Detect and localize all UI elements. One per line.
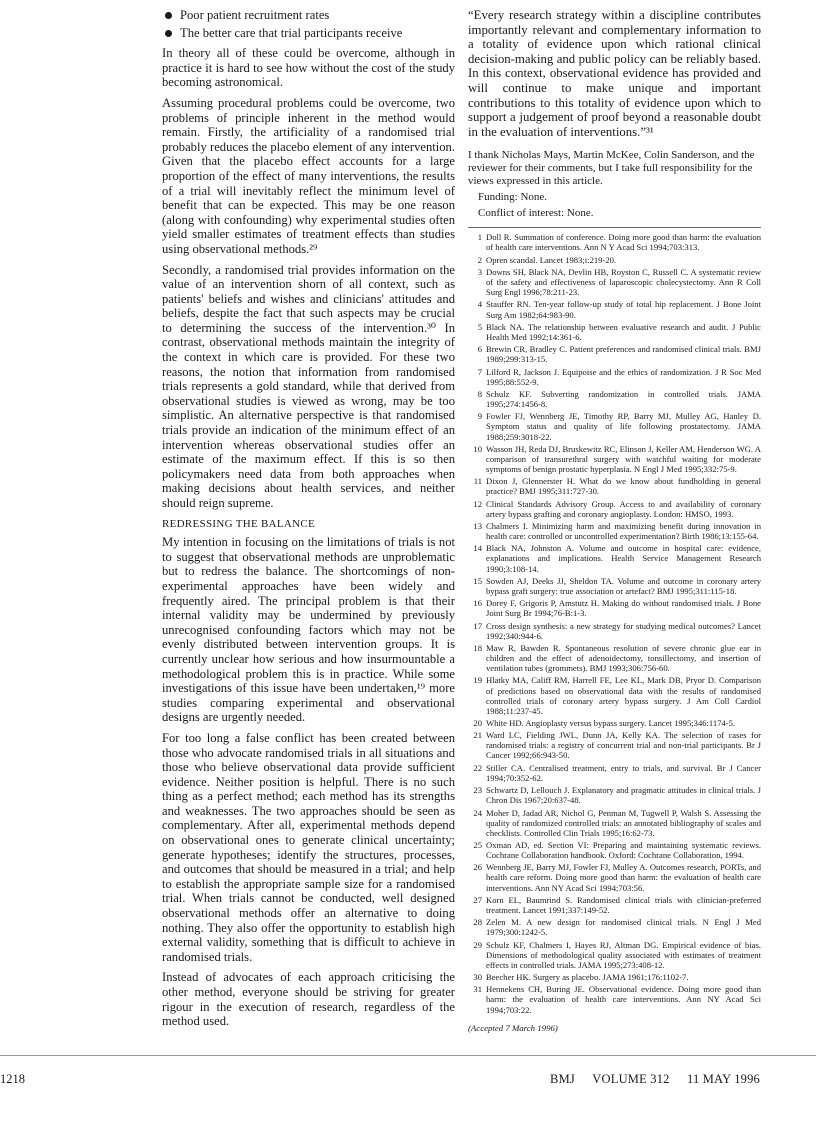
- reference-item: [468, 643, 761, 673]
- reference-number: 2: [477, 254, 482, 265]
- reference-number: 18: [473, 642, 482, 653]
- bullet-dot-icon: [165, 30, 172, 37]
- reference-item: [468, 389, 761, 409]
- reference-item: [468, 763, 761, 783]
- reference-number: 3: [477, 266, 482, 277]
- reference-item: [468, 621, 761, 641]
- reference-item: [468, 808, 761, 838]
- reference-item: [468, 940, 761, 970]
- reference-text: Wennberg JE, Barry MJ, Fowler FJ, Mulley A. Outcomes research, PORTs, and health care reform. Doing more good than harm: the evaluation of health care interventions. Ann NY Acad Sci 1994;703:56.: [486, 862, 761, 893]
- reference-item: [468, 476, 761, 496]
- reference-text: Dixon J, Glennerster H. What do we know about fundholding in general practice? BMJ 1995;311:727-30.: [486, 476, 761, 497]
- footer-divider: [0, 1055, 816, 1056]
- reference-text: Cross design synthesis: a new strategy for studying medical outcomes? Lancet 1992;340:944-6.: [486, 620, 761, 641]
- body-paragraph: In theory all of these could be overcome, although in practice it is hard to see how without the cost of the study becoming astronomical.: [162, 46, 455, 90]
- reference-number: 30: [473, 972, 482, 983]
- bullet-text: The better care that trial participants receive: [180, 25, 403, 40]
- reference-text: Brewin CR, Bradley C. Patient preferences and randomised clinical trials. BMJ 1989;299:313-15.: [486, 344, 761, 365]
- reference-number: 26: [473, 862, 482, 873]
- reference-text: Clinical Standards Advisory Group. Access to and availability of coronary artery bypass grafting and coronary angioplasty. London: HMSO, 1993.: [486, 498, 761, 519]
- reference-number: 7: [477, 366, 482, 377]
- reference-text: Stiller CA. Centralised treatment, entry to trials, and survival. Br J Cancer 1994;70:352-62.: [486, 762, 761, 783]
- bullet-text: Poor patient recruitment rates: [180, 8, 330, 22]
- reference-number: 1: [477, 232, 482, 243]
- reference-item: [468, 299, 761, 319]
- funding-statement: Funding: None.: [478, 190, 548, 203]
- reference-item: [468, 675, 761, 715]
- reference-number: 15: [473, 575, 482, 586]
- reference-item: [468, 785, 761, 805]
- reference-item: [468, 255, 761, 265]
- reference-text: Schwartz D, Lellouch J. Explanatory and pragmatic attitudes in clinical trials. J Chron Dis 1967;20:637-48.: [486, 785, 761, 806]
- reference-item: [468, 862, 761, 892]
- reference-item: [468, 718, 761, 728]
- reference-text: Oxman AD, ed. Section VI: Preparing and maintaining systematic reviews. Cochrane Collaboration handbook. Oxford: Cochrane Collaboration, 1994.: [486, 839, 761, 861]
- reference-number: 25: [473, 839, 482, 850]
- reference-number: 4: [477, 299, 482, 310]
- journal-footer: [536, 1072, 760, 1087]
- reference-number: 14: [473, 543, 482, 554]
- body-paragraph: Assuming procedural problems could be overcome, two problems of principle inherent in the method would remain. Firstly, the artificiality of a randomised trial probably reduces the placebo element of any intervention. Given that the placebo effect accounts for a large proportion of the effect of many interventions, the results of a trial will inevitably reflect the minimum level of benefit that can be expected. This may be one reason (along with confounding) why experimental studies often yield smaller estimates of treatment effects than studies using observational methods.²⁹: [162, 95, 455, 256]
- reference-item: [468, 499, 761, 519]
- reference-text: Lilford R, Jackson J. Equipoise and the ethics of randomization. J R Soc Med 1995;88:552-9.: [486, 366, 761, 387]
- accepted-date: (Accepted 7 March 1996): [468, 1022, 558, 1033]
- reference-text: Hlatky MA, Califf RM, Harrell FE, Lee KL, Mark DB, Pryor D. Comparison of predictions based on observational data with the results of randomised controlled trials of coronary artery bypass surgery. J Am Coll Cardiol 1988;11:237-45.: [486, 675, 761, 716]
- reference-text: Zelen M. A new design for randomised clinical trials. N Engl J Med 1979;300:1242-5.: [486, 917, 761, 938]
- reference-item: [468, 598, 761, 618]
- acknowledgement: I thank Nicholas Mays, Martin McKee, Colin Sanderson, and the reviewer for their comments, but I take full responsibility for the views expressed in this article.: [468, 149, 755, 187]
- reference-item: [468, 576, 761, 596]
- reference-number: 24: [473, 807, 482, 818]
- reference-number: 17: [473, 620, 482, 631]
- reference-number: 6: [477, 344, 482, 355]
- reference-text: Chalmers I. Minimizing harm and maximizing benefit during innovation in health care: controlled or uncontrolled experimentation? Birth 1986;13:155-64.: [486, 521, 761, 542]
- reference-item: [468, 344, 761, 364]
- reference-text: Ward LC, Fielding JWL, Dunn JA, Kelly KA. The selection of cases for randomised trials: a registry of concurrent trial and non-trial participants. Br J Cancer 1992;66:943-50.: [486, 730, 761, 761]
- reference-item: [468, 895, 761, 915]
- reference-item: [468, 411, 761, 441]
- bullet-item: [162, 8, 455, 23]
- reference-item: [468, 521, 761, 541]
- left-column: [162, 8, 455, 1035]
- reference-text: Moher D, Jadad AR, Nichol G, Penman M, Tugwell P, Walsh S. Assessing the quality of randomized controlled trials: an annotated bibliography of scales and checklists. Controlled Clin Trials 1995;16:62-73.: [486, 807, 761, 838]
- body-paragraph: Instead of advocates of each approach criticising the other method, everyone should be striving for greater rigour in the execution of research, regardless of the method used.: [162, 970, 455, 1029]
- reference-number: 31: [473, 984, 482, 995]
- reference-number: 19: [473, 675, 482, 686]
- reference-item: [468, 840, 761, 860]
- reference-number: 23: [473, 785, 482, 796]
- reference-list: [468, 227, 761, 1014]
- reference-item: [468, 984, 761, 1014]
- body-paragraph: For too long a false conflict has been created between those who advocate randomised trials in all situations and those who believe observational data provide sufficient evidence. Neither position is helpful. There is no such thing as a perfect method; each method has its strengths and weaknesses. The two approaches should be seen as complementary. After all, experimental methods depend on observational ones to generate clinical uncertainty; generate hypotheses; identify the structures, processes, and outcomes that should be measured in a trial; and help to establish the appropriate sample size for a randomised trial. When trials cannot be conducted, well designed observational methods offer an alternative to doing nothing. They also offer the opportunity to establish high external validity, something that is difficult to achieve in randomised trials.: [162, 730, 455, 964]
- reference-item: [468, 444, 761, 474]
- reference-number: 10: [473, 443, 482, 454]
- reference-item: [468, 322, 761, 342]
- reference-number: 13: [473, 521, 482, 532]
- reference-text: Schulz KF. Subverting randomization in controlled trials. JAMA 1995;274:1456-8.: [486, 388, 761, 410]
- reference-item: [468, 543, 761, 573]
- journal-name: BMJ: [550, 1072, 575, 1086]
- reference-text: Dorey F, Grigoris P, Amstutz H. Making do without randomised trials. J Bone Joint Surg Br 1994;76-B:1-3.: [486, 598, 761, 619]
- right-column: [468, 8, 761, 1035]
- conflict-statement: Conflict of interest: None.: [478, 206, 594, 219]
- reference-text: White HD. Angioplasty versus bypass surgery. Lancet 1995;346:1174-5.: [486, 718, 736, 729]
- bullet-dot-icon: [165, 12, 172, 19]
- reference-item: [468, 730, 761, 760]
- reference-text: Black NA, Johnston A. Volume and outcome in hospital care: evidence, explanations and implications. Health Service Management Research 1990;3:108-14.: [486, 543, 761, 574]
- reference-number: 29: [473, 939, 482, 950]
- reference-number: 5: [477, 321, 482, 332]
- reference-number: 12: [473, 498, 482, 509]
- reference-text: Wasson JH, Reda DJ, Bruskewitz RC, Elinson J, Keller AM, Henderson WG. A comparison of transurethral surgery with watchful waiting for moderate symptoms of benign prostatic hyperplasia. N Engl J Med 1995;332:75-9.: [486, 443, 761, 474]
- reference-item: [468, 232, 761, 252]
- body-paragraph: Secondly, a randomised trial provides information on the value of an intervention shorn of all context, such as patients' beliefs and wishes and clinicians' attitudes and beliefs, despite the fact that such aspects may be crucial to determining the success of the intervention.³⁰ In contrast, observational methods maintain the integrity of the context in which care is provided. For these two reasons, the notion that information from randomised trials represents a gold standard, while that derived from observational studies is viewed as wrong, may be too simplistic. An alternative perspective is that randomised trials provide an indication of the minimum effect of an intervention whereas observational studies offer an estimate of the maximum effect. If this is so then policymakers need data from both approaches when making decisions about health services, and neither should reign supreme.: [162, 262, 455, 510]
- reference-item: [468, 972, 761, 982]
- page-number: 1218: [0, 1072, 25, 1086]
- reference-number: 28: [473, 917, 482, 928]
- reference-number: 21: [473, 730, 482, 741]
- journal-volume: VOLUME 312: [592, 1072, 670, 1086]
- reference-text: Fowler FJ, Wennberg JE, Timothy RP, Barry MJ, Mulley AG, Hanley D. Symptom status and quality of life following prostatectomy. JAMA 1988;259:3018-22.: [486, 411, 761, 442]
- reference-number: 8: [477, 388, 482, 399]
- reference-text: Sowden AJ, Deeks JJ, Sheldon TA. Volume and outcome in coronary artery bypass graft surgery: true association or artefact? BMJ 1995;311:115-18.: [486, 575, 761, 596]
- bullet-item: [162, 26, 455, 41]
- reference-text: Black NA. The relationship between evaluative research and audit. J Public Health Med 1992;14:361-6.: [486, 321, 761, 342]
- reference-text: Opren scandal. Lancet 1983;i:219-20.: [486, 254, 617, 265]
- reference-text: Stauffer RN. Ten-year follow-up study of total hip replacement. J Bone Joint Surg Am 1982;64:983-90.: [486, 299, 761, 320]
- reference-number: 22: [473, 762, 482, 773]
- reference-item: [468, 267, 761, 297]
- reference-text: Downs SH, Black NA, Devlin HB, Royston C, Russell C. A systematic review of the safety and effectiveness of laparoscopic cholecystectomy. Ann R Coll Surg Engl 1996;78:211-23.: [486, 266, 761, 298]
- reference-number: 9: [477, 411, 482, 422]
- reference-number: 20: [473, 718, 482, 729]
- reference-text: Maw R, Bawden R. Spontaneous resolution of severe chronic glue ear in children and the effect of adenoidectomy, tonsillectomy, and insertion of ventilation tubes (grommets). BMJ 1993;306:756-60.: [486, 642, 761, 674]
- reference-number: 11: [473, 476, 482, 487]
- issue-date: 11 MAY 1996: [686, 1072, 760, 1086]
- reference-number: 27: [473, 894, 482, 905]
- section-heading: REDRESSING THE BALANCE: [162, 517, 316, 530]
- reference-text: Beecher HK. Surgery as placebo. JAMA 1961;176:1102-7.: [486, 972, 689, 983]
- reference-text: Doll R. Summation of conference. Doing more good than harm: the evaluation of health care interventions. Ann N Y Acad Sci 1994;703:313.: [486, 232, 761, 253]
- reference-number: 16: [473, 598, 482, 609]
- reference-text: Schulz KF, Chalmers I, Hayes RJ, Altman DG. Empirical evidence of bias. Dimensions of methodological quality associated with estimates of treatment effects in controlled trials. JAMA 1995;273:408-12.: [486, 939, 761, 970]
- reference-item: [468, 917, 761, 937]
- reference-text: Korn EL, Baumrind S. Randomised clinical trials with clinician-preferred treatment. Lancet 1991;337:149-52.: [486, 894, 761, 915]
- reference-item: [468, 367, 761, 387]
- reference-text: Hennekens CH, Buring JE. Observational evidence. Doing more good than harm: the evaluation of health care interventions. Ann NY Acad Sci 1994;703:22.: [486, 984, 761, 1015]
- body-paragraph: My intention in focusing on the limitations of trials is not to suggest that observational methods are unproblematic but to redress the balance. The shortcomings of non-experimental approaches have been widely and frequently aired. The principal problem is that their internal validity may be undermined by previously unrecognised confounding factors which may not be evenly distributed between intervention groups. It is currently unclear how serious and how insurmountable a methodological problem this is in practice. While some investigations of this issue have been undertaken,¹⁹ more studies comparing experimental and observational designs are urgently needed.: [162, 535, 455, 725]
- quotation: “Every research strategy within a discipline contributes importantly relevant and complementary information to a totality of evidence upon which rational clinical decision-making and public policy can be reliably based. In this context, observational evidence has provided and will continue to make unique and important contributions to this totality of evidence upon which to support a judgement of proof beyond a reasonable doubt in the evaluation of interventions.”³¹: [468, 8, 761, 139]
